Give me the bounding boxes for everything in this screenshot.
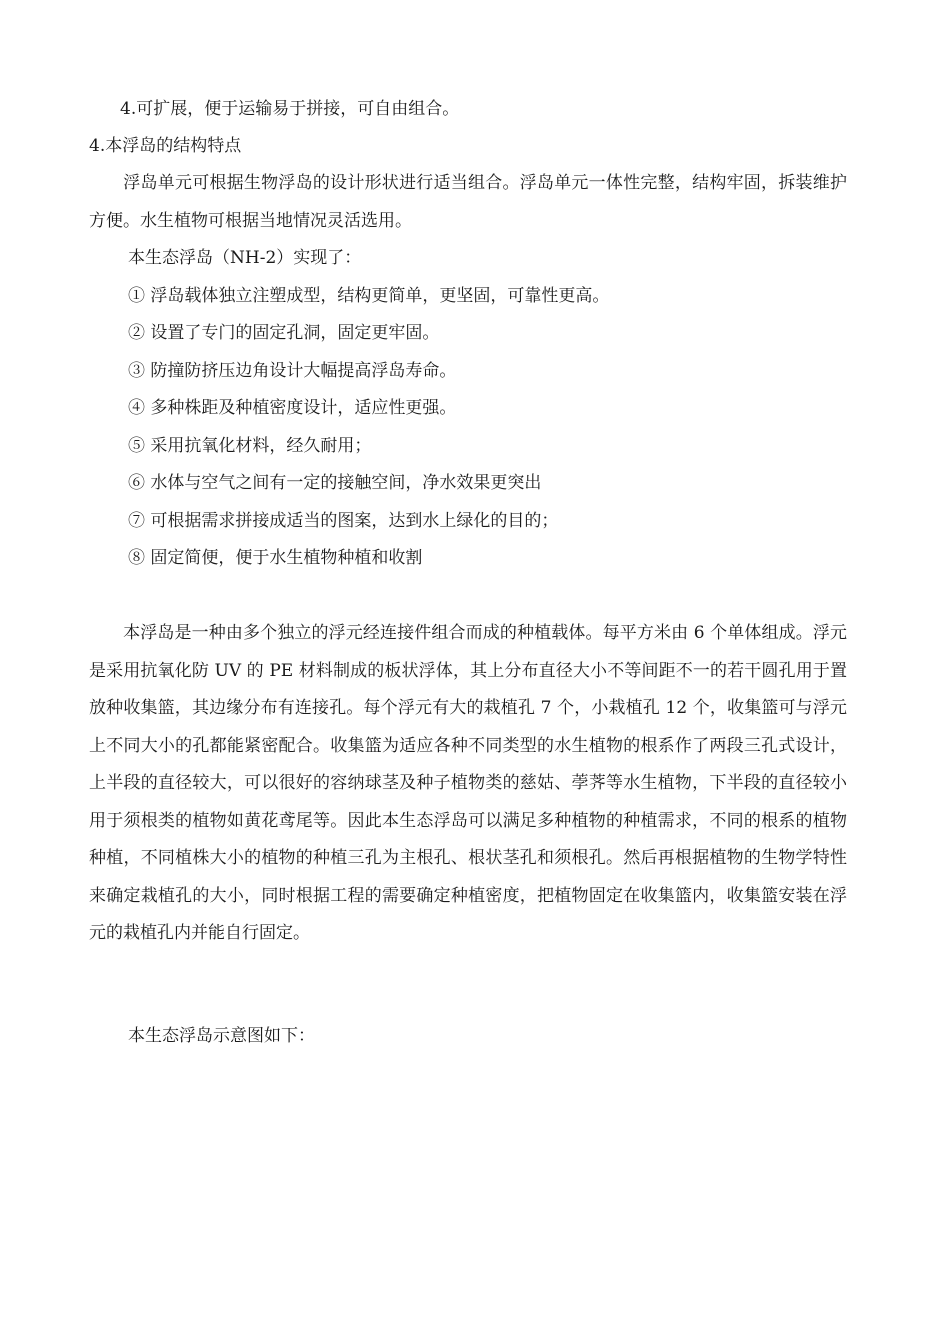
- item-extensible: 4.可扩展，便于运输易于拼接，可自由组合。: [120, 99, 460, 119]
- achievement-item-6: ⑥ 水体与空气之间有一定的接触空间，净水效果更突出: [128, 473, 542, 493]
- paragraph-description-text: 本浮岛是一种由多个独立的浮元经连接件组合而成的种植载体。每平方米由 6 个单体组成。浮元是采用抗氧化防 UV 的 PE 材料制成的板状浮体，其上分布直径大小不等间距不一的若干圆孔用于置放种收集篮，其边缘分布有连接孔。每个浮元有大的栽植孔 7 个，小栽植孔 12 个，收集篮可与浮元上不同大小的孔都能紧密配合。收集篮为适应各种不同类型的水生植物的根系作了两段三孔式设计，上半段的直径较大，可以很好的容纳球茎及种子植物类的慈姑、荸荠等水生植物，下半段的直径较小用于须根类的植物如黄花鸢尾等。因此本生态浮岛可以满足多种植物的种植需求，不同的根系的植物种植，不同植株大小的植物的种植三孔为主根孔、根状茎孔和须根孔。然后再根据植物的生物学特性来确定栽植孔的大小，同时根据工程的需要确定种植密度，把植物固定在收集篮内，收集篮安装在浮元的栽植孔内并能自行固定。: [89, 623, 847, 943]
- diagram-intro: 本生态浮岛示意图如下：: [128, 1026, 315, 1046]
- achievement-item-7: ⑦ 可根据需求拼接成适当的图案，达到水上绿化的目的；: [128, 511, 559, 531]
- achievements-intro: 本生态浮岛（NH-2）实现了：: [128, 248, 362, 268]
- paragraph-description: [89, 615, 847, 953]
- achievement-item-5: ⑤ 采用抗氧化材料，经久耐用；: [128, 436, 372, 456]
- achievement-item-8: ⑧ 固定简便，便于水生植物种植和收割: [128, 548, 423, 568]
- achievement-item-2: ② 设置了专门的固定孔洞，固定更牢固。: [128, 323, 440, 343]
- section-heading: 4.本浮岛的结构特点: [89, 136, 242, 156]
- paragraph-unit-text: 浮岛单元可根据生物浮岛的设计形状进行适当组合。浮岛单元一体性完整，结构牢固，拆装维护方便。水生植物可根据当地情况灵活选用。: [89, 173, 847, 231]
- achievement-item-3: ③ 防撞防挤压边角设计大幅提高浮岛寿命。: [128, 361, 457, 381]
- achievement-item-1: ① 浮岛载体独立注塑成型，结构更简单，更坚固，可靠性更高。: [128, 286, 610, 306]
- paragraph-unit: [89, 165, 847, 240]
- achievement-item-4: ④ 多种株距及种植密度设计，适应性更强。: [128, 398, 457, 418]
